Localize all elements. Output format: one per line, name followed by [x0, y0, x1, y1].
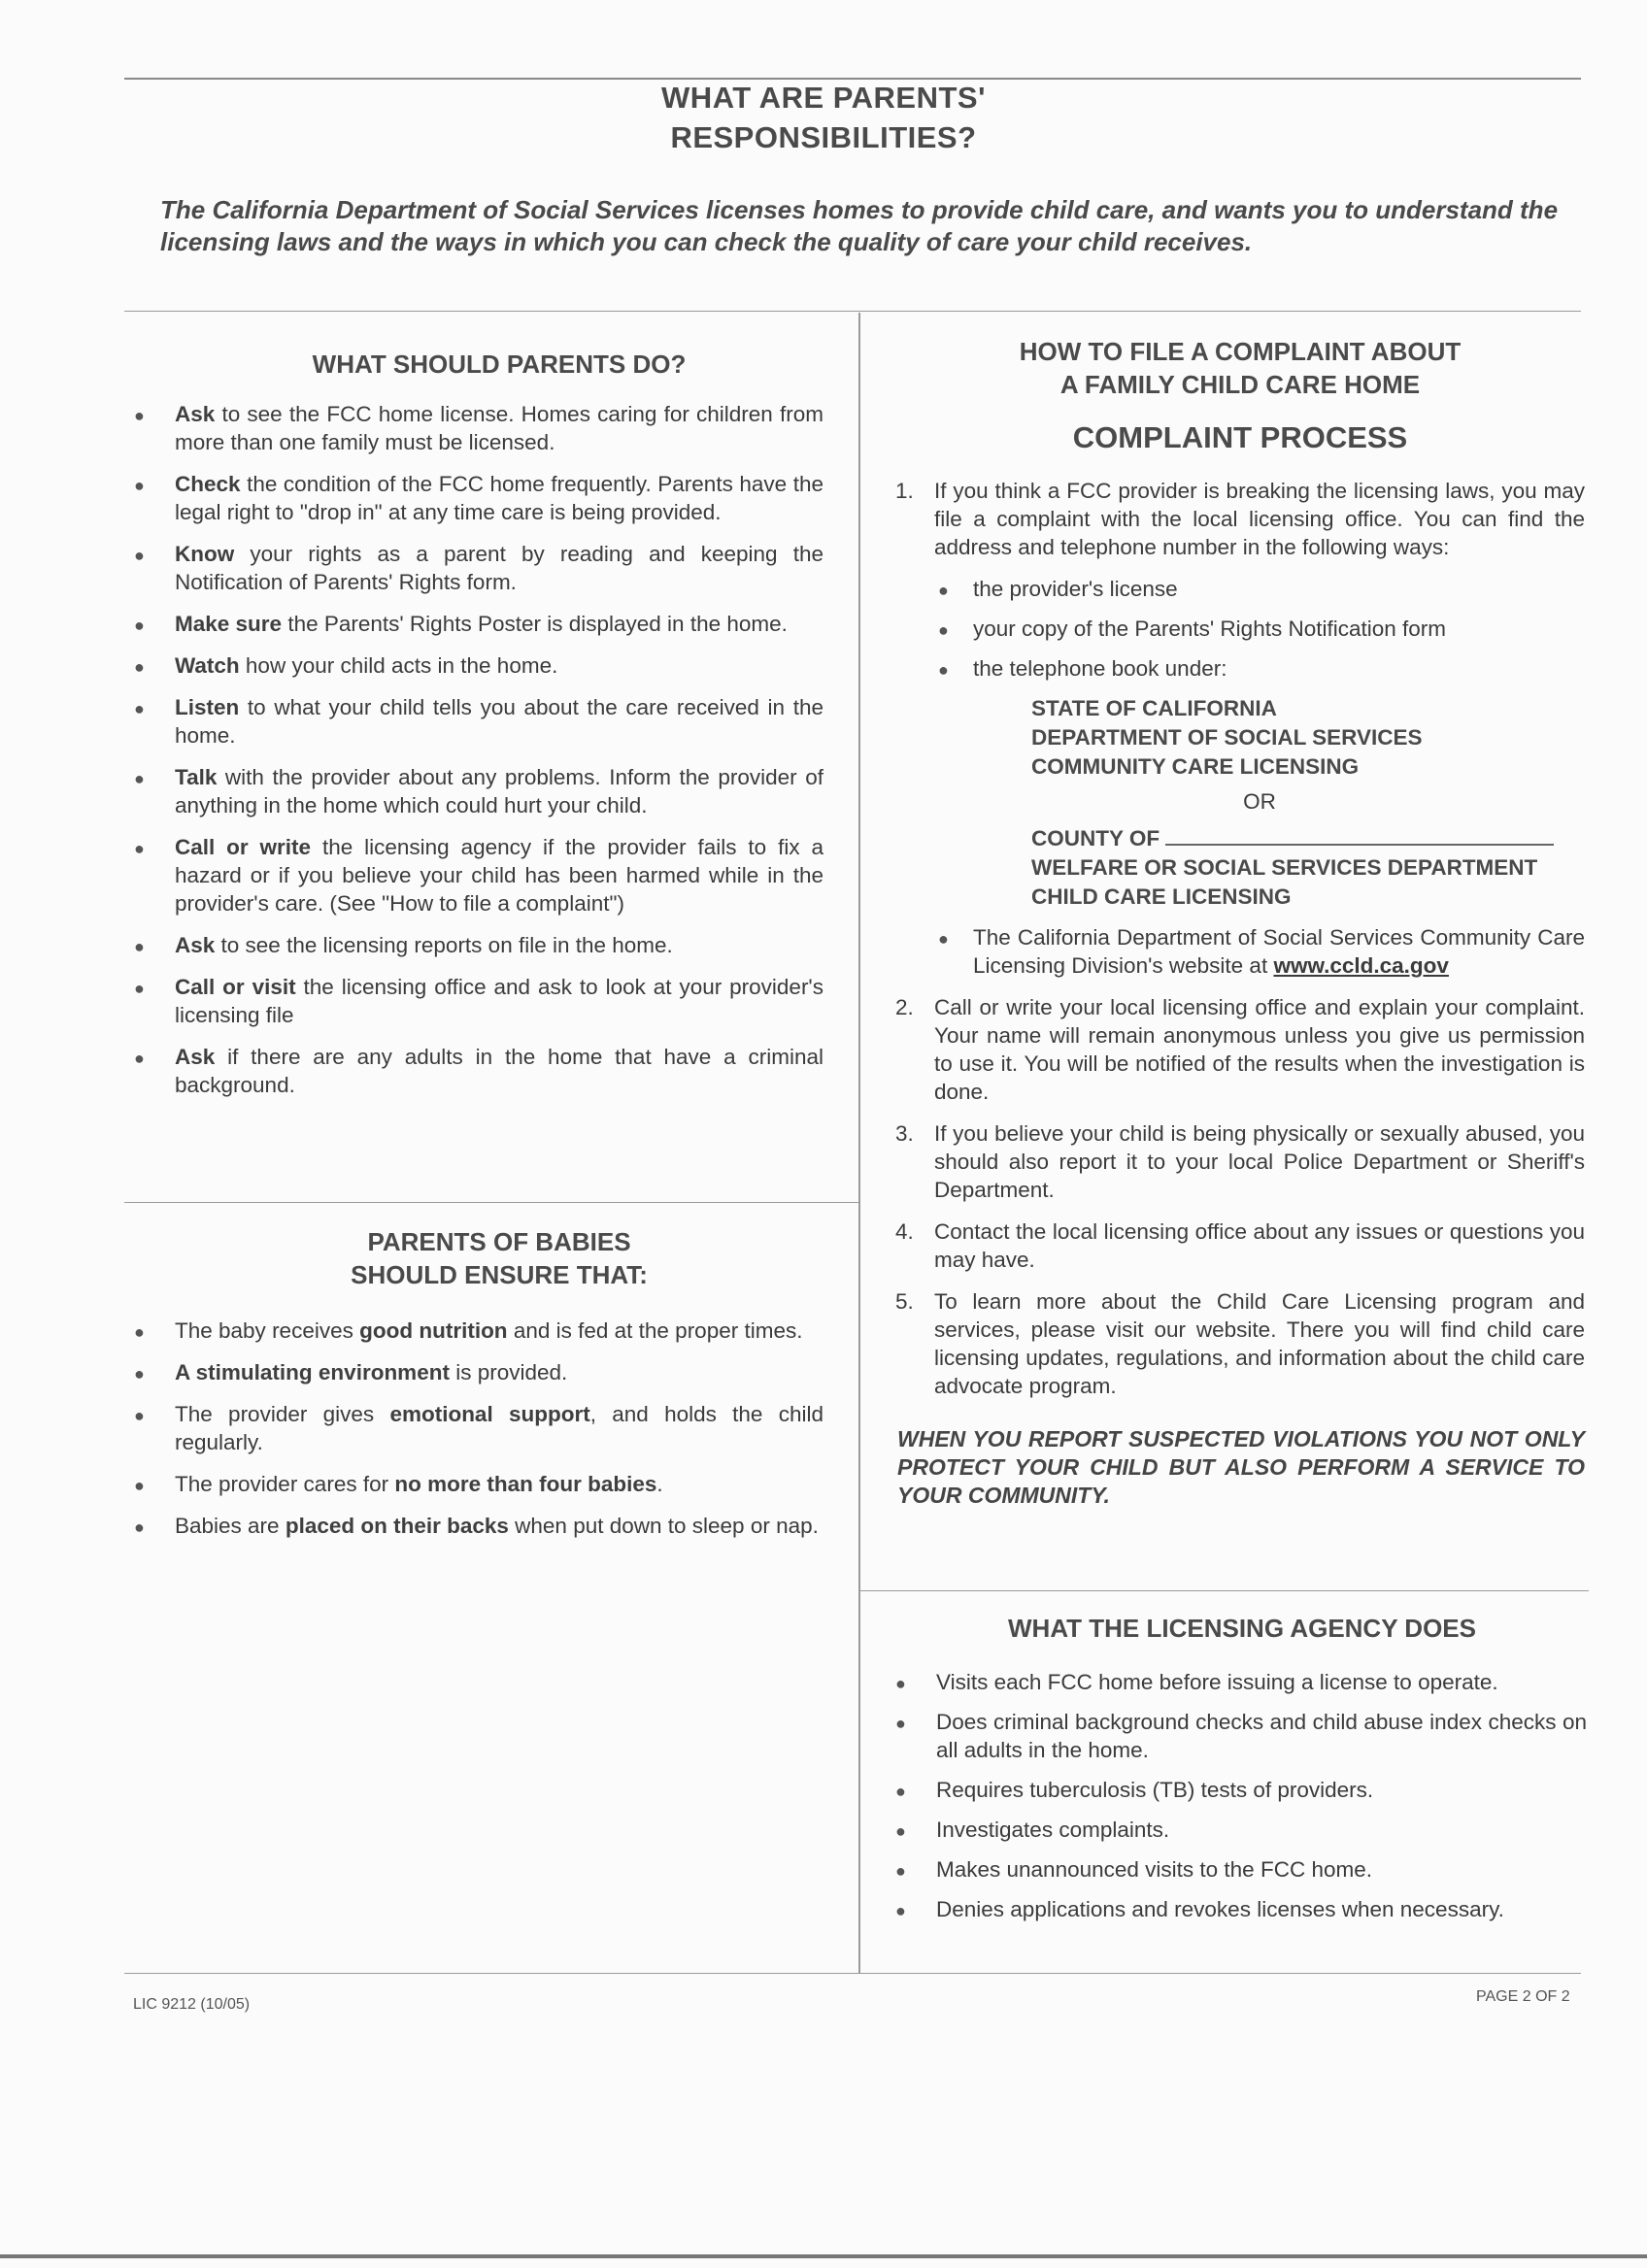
form-number: LIC 9212 (10/05)	[133, 1996, 251, 2013]
item-text: how your child acts in the home.	[239, 653, 558, 678]
intro-paragraph: The California Department of Social Services licenses homes to provide child care, and wants you to understand the licensing laws and the ways in which you can check the quality of care your child receives.	[160, 195, 1559, 256]
source-text: the telephone book under:	[973, 656, 1227, 681]
babies-item	[134, 1470, 824, 1498]
complaint-step-1: 1. If you think a FCC provider is breaking the licensing laws, you may file a complaint with the local licensing office. You can find the address and telephone number in the following ways: ● the provider's license ● your copy of the Parents' Rights Notification form ● the telephone book under: STATE OF CALIFORNIA DEPARTMENT OF SOCIAL SERVICES COMMUNITY CARE LICENSING OR COUNTY OF WELFARE OR SOCIAL SERVICES DEPARTMENT CHILD CARE LICENSING ● The California Department of Social Services Community Care Licensing Division's website at www.ccld.ca.gov	[895, 479, 1585, 978]
bullet-icon: ●	[134, 699, 145, 718]
page-number: PAGE 2 OF 2	[1476, 1988, 1570, 2005]
parents-do-item	[134, 763, 824, 819]
babies-list	[134, 1317, 824, 1540]
bullet-icon: ●	[134, 1406, 145, 1425]
source-text: your copy of the Parents' Rights Notification form	[973, 617, 1447, 641]
item-text: .	[656, 1472, 663, 1496]
bullet-icon: ●	[938, 581, 949, 600]
source-item	[938, 575, 1585, 603]
item-text: the condition of the FCC home frequently. Parents have the legal right to "drop in" at any time care is being provided.	[175, 472, 824, 524]
bullet-icon: ●	[938, 620, 949, 640]
item-keyword: Ask	[175, 1045, 216, 1069]
county-line	[1031, 824, 1585, 853]
agency-item	[895, 1776, 1587, 1804]
agency-item	[895, 1708, 1587, 1764]
right-mid-rule	[860, 1590, 1589, 1591]
parents-do-item	[134, 400, 824, 456]
item-text: Babies are	[175, 1514, 286, 1538]
item-text: is provided.	[449, 1360, 568, 1384]
babies-heading-2: SHOULD ENSURE THAT:	[351, 1260, 648, 1289]
babies-item	[134, 1317, 824, 1345]
agency-text: Requires tuberculosis (TB) tests of providers.	[936, 1778, 1374, 1802]
step-number: 3.	[895, 1121, 914, 1146]
agency-heading: WHAT THE LICENSING AGENCY DOES	[1008, 1614, 1476, 1643]
complaint-heading	[895, 335, 1585, 401]
step-text: If you believe your child is being physically or sexually abused, you should also report it to your local Police Department or Sheriff's Department.	[934, 1121, 1585, 1202]
item-keyword: Call or visit	[175, 975, 296, 999]
item-text: , and holds the child regularly.	[175, 1402, 824, 1454]
bullet-icon: ●	[134, 1518, 145, 1537]
complaint-step	[895, 1217, 1585, 1274]
bullet-icon: ●	[895, 1782, 906, 1801]
agency-item	[895, 1816, 1587, 1844]
bullet-icon: ●	[134, 616, 145, 635]
parents-do-item	[134, 931, 824, 959]
item-text: the licensing office and ask to look at your provider's licensing file	[175, 975, 824, 1027]
step-text: Contact the local licensing office about any issues or questions you may have.	[934, 1219, 1585, 1272]
item-text: with the provider about any problems. Inform the provider of anything in the home which could hurt your child.	[175, 765, 824, 817]
warning-note: WHEN YOU REPORT SUSPECTED VIOLATIONS YOU NOT ONLY PROTECT YOUR CHILD BUT ALSO PERFORM A SERVICE TO YOUR COMMUNITY.	[897, 1426, 1585, 1508]
agency-item	[895, 1668, 1587, 1696]
item-keyword: no more than four babies	[394, 1472, 657, 1496]
item-keyword: Know	[175, 542, 235, 566]
left-column	[134, 348, 824, 1113]
agency-text: Investigates complaints.	[936, 1818, 1170, 1842]
babies-section	[134, 1225, 824, 1553]
source-item	[938, 654, 1585, 683]
complaint-steps	[895, 477, 1585, 980]
column-divider	[858, 313, 860, 1973]
step-number: 2.	[895, 995, 914, 1019]
agency-section	[895, 1612, 1587, 1935]
item-keyword: A stimulating environment	[175, 1360, 450, 1384]
item-text: and is fed at the proper times.	[507, 1318, 803, 1343]
complaint-step	[895, 1119, 1585, 1204]
item-keyword: Check	[175, 472, 241, 496]
item-keyword: good nutrition	[359, 1318, 508, 1343]
complaint-step	[895, 993, 1585, 1106]
agency-text: Makes unannounced visits to the FCC home.	[936, 1857, 1372, 1882]
item-text: to see the licensing reports on file in the home.	[215, 933, 673, 957]
or-label: OR	[1243, 789, 1276, 814]
bullet-icon: ●	[134, 1049, 145, 1068]
county-line-3: CHILD CARE LICENSING	[1031, 884, 1292, 909]
parents-do-item	[134, 1043, 824, 1099]
parents-do-item	[134, 651, 824, 680]
source-item	[938, 615, 1585, 643]
parents-do-item	[134, 973, 824, 1029]
parents-do-item	[134, 470, 824, 526]
item-text: The provider cares for	[175, 1472, 395, 1496]
item-keyword: emotional support	[389, 1402, 590, 1426]
county-address	[1031, 824, 1585, 912]
state-line-3: COMMUNITY CARE LICENSING	[1031, 754, 1360, 779]
parents-do-heading: WHAT SHOULD PARENTS DO?	[312, 350, 687, 379]
state-address	[1031, 694, 1585, 782]
bullet-icon: ●	[134, 839, 145, 858]
complaint-heading-2: A FAMILY CHILD CARE HOME	[1059, 370, 1421, 399]
county-line-2: WELFARE OR SOCIAL SERVICES DEPARTMENT	[1031, 855, 1538, 880]
title-line-1: WHAT ARE PARENTS'	[661, 81, 986, 115]
parents-do-list	[134, 400, 824, 1099]
bottom-rule	[124, 1973, 1581, 1974]
item-text: when put down to sleep or nap.	[508, 1514, 819, 1538]
item-keyword: Call or write	[175, 835, 312, 859]
bullet-icon: ●	[895, 1674, 906, 1693]
step-number: 4.	[895, 1219, 914, 1244]
left-mid-rule	[124, 1202, 858, 1203]
complaint-heading-1: HOW TO FILE A COMPLAINT ABOUT	[1019, 337, 1462, 366]
bullet-icon: ●	[134, 1322, 145, 1342]
complaint-steps-2-5	[895, 993, 1585, 1400]
bullet-icon: ●	[938, 929, 949, 949]
item-keyword: Listen	[175, 695, 240, 719]
item-keyword: Make sure	[175, 612, 283, 636]
bullet-icon: ●	[134, 657, 145, 677]
bullet-icon: ●	[134, 1476, 145, 1495]
item-text: your rights as a parent by reading and keeping the Notification of Parents' Rights form.	[175, 542, 824, 594]
item-text: the Parents' Rights Poster is displayed in the home.	[282, 612, 788, 636]
babies-item	[134, 1512, 824, 1540]
website-text: The California Department of Social Services Community Care Licensing Division's website at	[973, 925, 1585, 978]
babies-heading-1: PARENTS OF BABIES	[367, 1227, 631, 1256]
bullet-icon: ●	[134, 406, 145, 425]
bullet-icon: ●	[134, 979, 145, 998]
step-text: Call or write your local licensing office and explain your complaint. Your name will remain anonymous unless you give us permission to use it. You will be notified of the results when the investigation is done.	[934, 995, 1585, 1104]
item-keyword: placed on their backs	[285, 1514, 509, 1538]
bullet-icon: ●	[938, 660, 949, 680]
item-keyword: Ask	[175, 402, 216, 426]
babies-item	[134, 1358, 824, 1386]
parents-do-item	[134, 610, 824, 638]
babies-heading	[175, 1225, 824, 1291]
bullet-icon: ●	[134, 769, 145, 788]
county-blank-line	[1165, 844, 1554, 846]
item-keyword: Ask	[175, 933, 216, 957]
state-line-1: STATE OF CALIFORNIA	[1031, 696, 1277, 720]
agency-item	[895, 1895, 1587, 1923]
scan-edge-rule	[0, 2254, 1647, 2258]
item-text: if there are any adults in the home that have a criminal background.	[175, 1045, 824, 1097]
complaint-process-heading: COMPLAINT PROCESS	[1072, 420, 1408, 454]
step-1-sources	[934, 575, 1585, 683]
bullet-icon: ●	[895, 1714, 906, 1733]
agency-text: Visits each FCC home before issuing a license to operate.	[936, 1670, 1498, 1694]
website-link[interactable]: www.ccld.ca.gov	[1273, 953, 1449, 978]
item-text: to see the FCC home license. Homes caring for children from more than one family must be licensed.	[175, 402, 824, 454]
item-keyword: Talk	[175, 765, 218, 789]
babies-item	[134, 1400, 824, 1456]
parents-do-item	[134, 540, 824, 596]
item-text: The provider gives	[175, 1402, 390, 1426]
item-text: to what your child tells you about the care received in the home.	[175, 695, 824, 748]
step-number: 5.	[895, 1289, 914, 1314]
item-keyword: Watch	[175, 653, 240, 678]
item-text: the licensing agency if the provider fails to fix a hazard or if you believe your child has been harmed while in the provider's care. (See "How to file a complaint")	[175, 835, 824, 916]
complaint-step	[895, 1287, 1585, 1400]
state-line-2: DEPARTMENT OF SOCIAL SERVICES	[1031, 725, 1423, 750]
bullet-icon: ●	[895, 1821, 906, 1841]
bullet-icon: ●	[895, 1861, 906, 1881]
bullet-icon: ●	[134, 476, 145, 495]
bullet-icon: ●	[134, 546, 145, 565]
step-text: To learn more about the Child Care Licensing program and services, please visit our website. There you will find child care licensing updates, regulations, and information about the child care advocate program.	[934, 1289, 1585, 1398]
parents-do-item	[134, 833, 824, 917]
item-text: The baby receives	[175, 1318, 360, 1343]
parents-do-item	[134, 693, 824, 750]
agency-text: Denies applications and revokes licenses when necessary.	[936, 1897, 1504, 1921]
right-column	[895, 335, 1585, 1510]
source-text: the provider's license	[973, 577, 1178, 601]
website-list	[934, 923, 1585, 980]
bullet-icon: ●	[134, 937, 145, 956]
section-rule	[124, 311, 1581, 312]
website-item	[938, 923, 1585, 980]
title-line-2: RESPONSIBILITIES?	[670, 120, 977, 154]
bullet-icon: ●	[895, 1901, 906, 1920]
page-title	[0, 78, 1647, 157]
agency-list	[895, 1668, 1587, 1923]
agency-item	[895, 1855, 1587, 1884]
agency-text: Does criminal background checks and child abuse index checks on all adults in the home.	[936, 1710, 1587, 1762]
county-label: COUNTY OF	[1031, 826, 1160, 850]
bullet-icon: ●	[134, 1364, 145, 1384]
step-1-text: If you think a FCC provider is breaking the licensing laws, you may file a complaint with the local licensing office. You can find the address and telephone number in the following ways:	[934, 479, 1585, 559]
